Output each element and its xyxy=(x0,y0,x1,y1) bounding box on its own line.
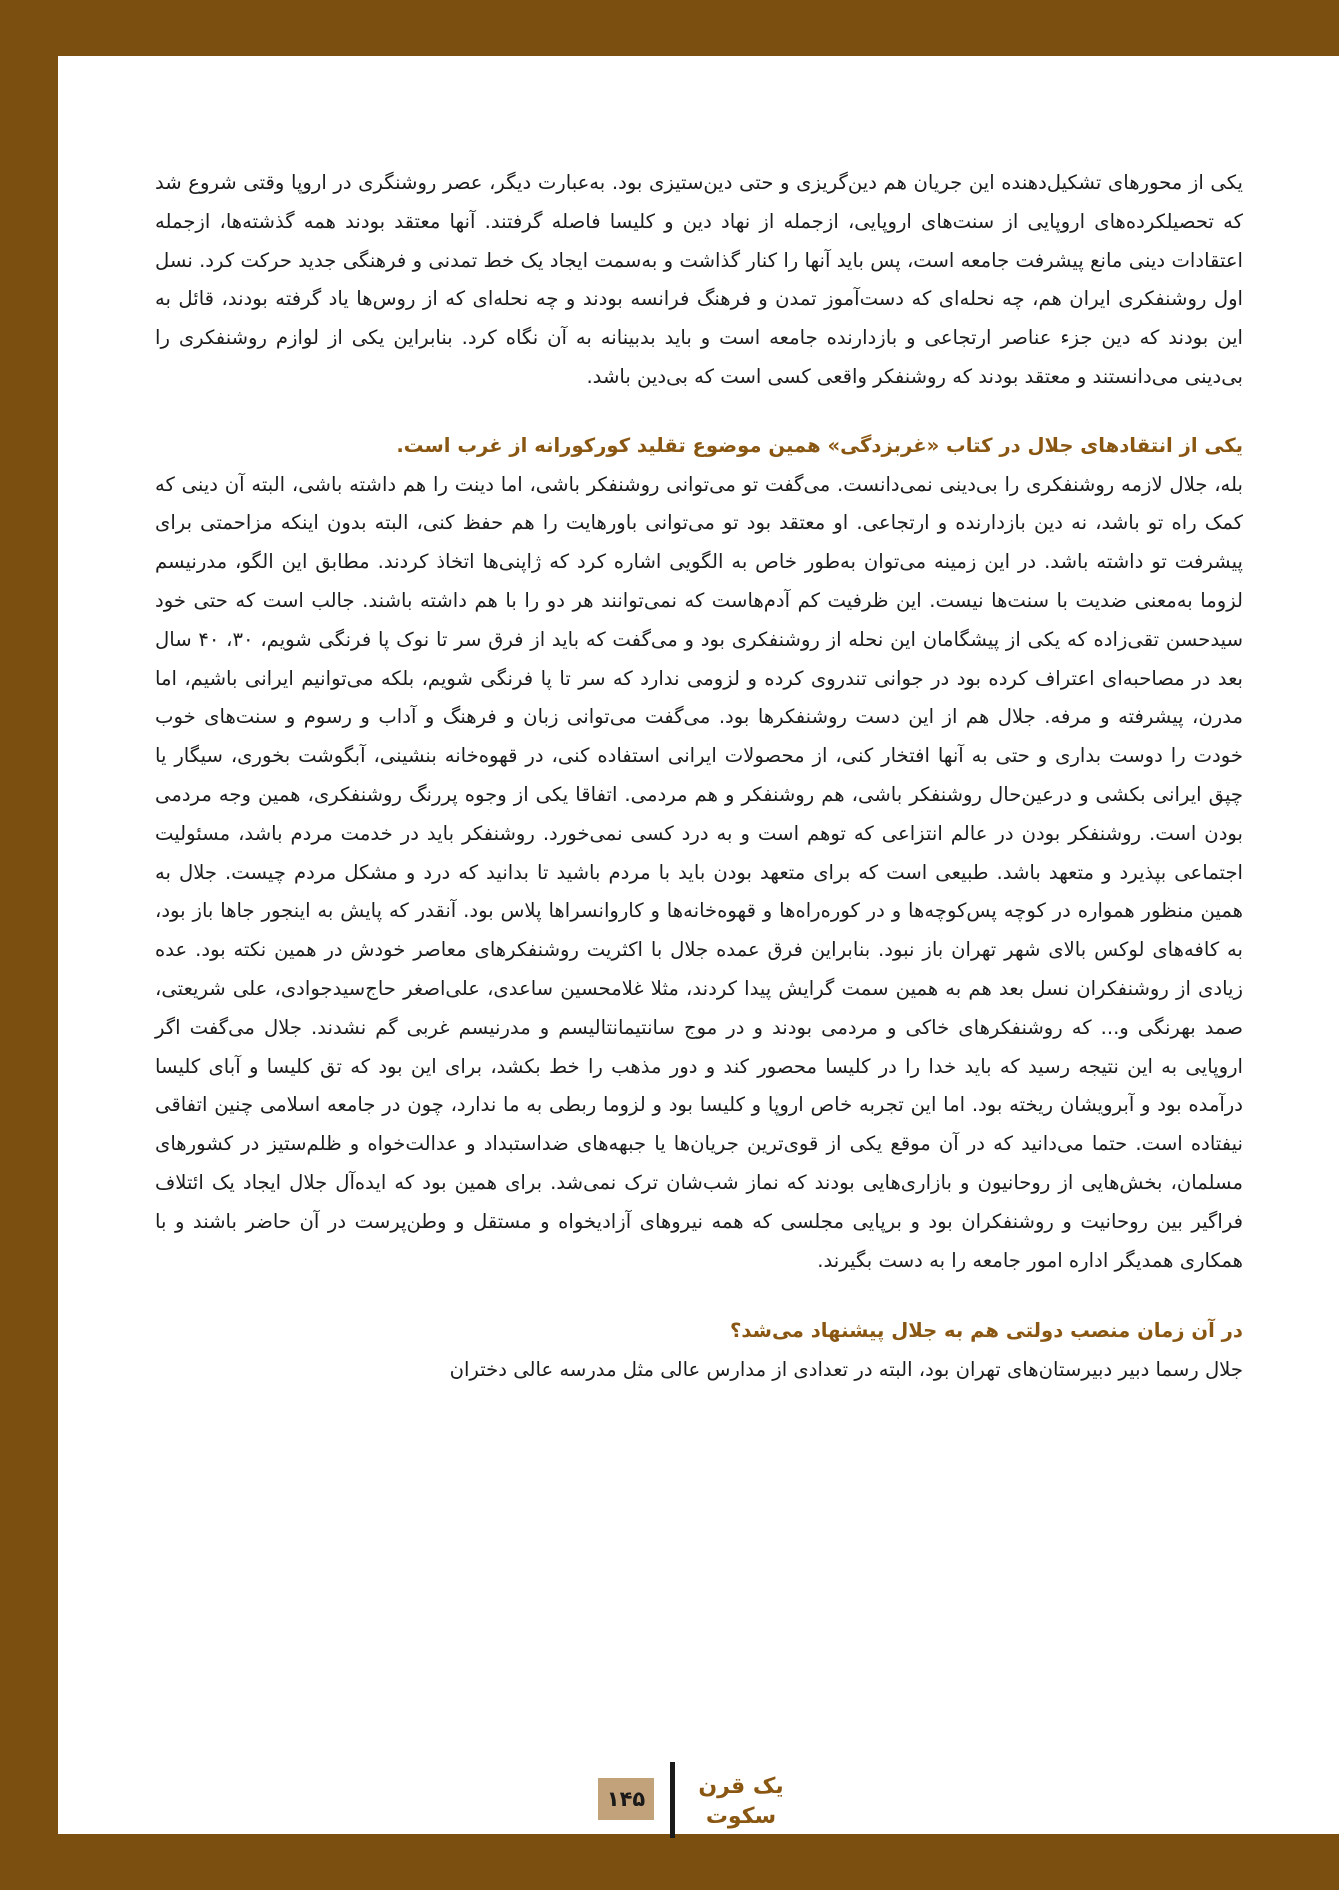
footer-divider xyxy=(670,1762,675,1838)
paragraph: جلال رسما دبیر دبیرستان‌های تهران بود، البته در تعدادی از مدارس عالی مثل مدرسه عالی دختران xyxy=(449,1358,1243,1382)
page-footer xyxy=(598,1758,828,1838)
article-body xyxy=(155,164,1243,1390)
book-title xyxy=(686,1772,796,1832)
paragraph: یکی از محورهای تشکیل‌دهنده این جریان هم دین‌گریزی و حتی دین‌ستیزی بود. به‌عبارت دیگر، عصر روشنگری در اروپا وقتی شروع شد که تحصیلکرده‌های اروپایی از سنت‌های اروپایی، ازجمله از نهاد دین و کلیسا فاصله گرفتند. آنها معتقد بودند همه گذشته‌ها، ازجمله اعتقادات دینی مانع پیشرفت جامعه است، پس باید آنها را کنار گذاشت و به‌سمت ایجاد یک خط تمدنی و فرهنگی جدید حرکت کرد. نسل اول روشنفکری ایران هم، چه نحله‌ای که دست‌آموز تمدن و فرهنگ فرانسه بودند و چه نحله‌ای که از روس‌ها یاد گرفته بودند، قائل به این بودند که دین جزء عناصر ارتجاعی و بازدارنده جامعه است و باید بدبینانه به آن نگاه کرد. بنابراین یکی از لوازم روشنفکری را بی‌دینی می‌دانستند و معتقد بودند که روشنفکر واقعی کسی است که بی‌دین باشد. xyxy=(155,171,1243,388)
page xyxy=(58,56,1339,1834)
question-heading: در آن زمان منصب دولتی هم به جلال پیشنهاد می‌شد؟ xyxy=(730,1319,1243,1343)
question-heading: یکی از انتقادهای جلال در کتاب «غربزدگی» همین موضوع تقلید کورکورانه از غرب است. xyxy=(396,433,1243,457)
book-title-line: یک قرن xyxy=(698,1774,784,1799)
book-title-line: سکوت xyxy=(705,1804,777,1829)
page-number: ۱۴۵ xyxy=(598,1778,654,1820)
paragraph: بله، جلال لازمه روشنفکری را بی‌دینی نمی‌دانست. می‌گفت تو می‌توانی روشنفکر باشی، اما دینت را هم داشته باشی، البته آن دینی که کمک راه تو باشد، نه دین بازدارنده و ارتجاعی. او معتقد بود تو می‌توانی باورهایت را هم حفظ کنی، البته بدون اینکه مزاحمتی برای پیشرفت تو داشته باشد. در این زمینه می‌توان به‌طور خاص به الگویی اشاره کرد که ژاپنی‌ها اتخاذ کردند. مطابق این الگو، مدرنیسم لزوما به‌معنی ضدیت با سنت‌ها نیست. این ظرفیت کم آدم‌هاست که نمی‌توانند هر دو را با هم داشته باشند. جالب است که حتی خود سیدحسن تقی‌زاده که یکی از پیشگامان این نحله از روشنفکری بود و می‌گفت که باید از فرق سر تا نوک پا فرنگی شویم، ۳۰، ۴۰ سال بعد در مصاحبه‌ای اعتراف کرده بود در جوانی تندروی کرده و لزومی ندارد که سر تا پا فرنگی شویم، بلکه می‌توانیم ایرانی باشیم، اما مدرن، پیشرفته و مرفه. جلال هم از این دست روشنفکرها بود. می‌گفت می‌توانی زبان و فرهنگ و آداب و رسوم و سنت‌های خوب خودت را دوست بداری و حتی به آنها افتخار کنی، از محصولات ایرانی استفاده کنی، در قهوه‌خانه بنشینی، آبگوشت بخوری، سیگار یا چپق ایرانی بکشی و درعین‌حال روشنفکر باشی، هم روشنفکر و هم مردمی. اتفاقا یکی از وجوه پررنگ روشنفکری، همین وجه مردمی بودن است. روشنفکر بودن در عالم انتزاعی که توهم است و به درد کسی نمی‌خورد. روشنفکر باید در خدمت مردم باشد، مسئولیت اجتماعی بپذیرد و متعهد باشد. طبیعی است که برای متعهد بودن باید با مردم باشید تا بدانید که درد و مشکل مردم چیست. جلال به همین منظور همواره در کوچه پس‌کوچه‌ها و در کوره‌راه‌ها و قهوه‌خانه‌ها و کاروانسراها پلاس بود. آنقدر که پایش به اینجور جاها باز بود، به کافه‌های لوکس بالای شهر تهران باز نبود. بنابراین فرق عمده جلال با اکثریت روشنفکرهای معاصر خودش در همین نکته بود. عده زیادی از روشنفکران نسل بعد هم به همین سمت گرایش پیدا کردند، مثلا غلامحسین ساعدی، علی‌اصغر حاج‌سیدجوادی، علی شریعتی، صمد بهرنگی و... که روشنفکرهای خاکی و مردمی بودند و در موج سانتیمانتالیسم و مدرنیسم غربی گم نشدند. جلال می‌گفت اگر اروپایی به این نتیجه رسید که باید خدا را در کلیسا محصور کند و دور مذهب را خط بکشد، برای این بود که تق کلیسا و آبای کلیسا درآمده بود و آبرویشان ریخته بود. اما این تجربه خاص اروپا و کلیسا بود و لزوما ربطی به ما ندارد، چون در جامعه اسلامی چنین اتفاقی نیفتاده است. حتما می‌دانید که در آن موقع یکی از قوی‌ترین جریان‌ها یا جبهه‌های ضداستبداد و عدالت‌خواه و ظلم‌ستیز در کشورهای مسلمان، بخش‌هایی از روحانیون و بازاری‌هایی بودند که نماز شب‌شان ترک نمی‌شد. برای همین بود که ایده‌آل جلال ایجاد یک ائتلاف فراگیر بین روحانیت و روشنفکران بود و برپایی مجلسی که همه نیروهای آزادیخواه و مستقل و وطن‌پرست در آن حاضر باشند و با همکاری همدیگر اداره امور جامعه را به دست بگیرند. xyxy=(155,472,1243,1272)
